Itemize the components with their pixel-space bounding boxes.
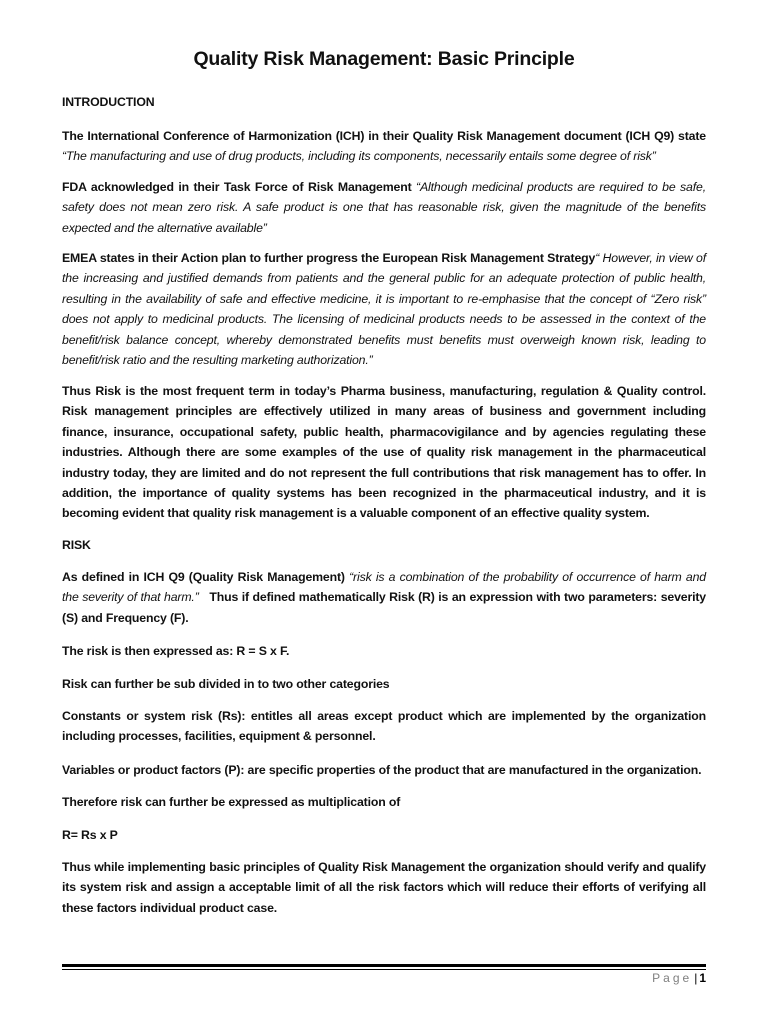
page-label: Page <box>652 971 693 985</box>
footer-rule-thin <box>62 969 706 970</box>
page-separator: | <box>694 971 698 985</box>
paragraph-categories: Risk can further be sub divided in to two other categories <box>62 677 390 691</box>
page-number: 1 <box>699 971 706 985</box>
paragraph-emea: EMEA states in their Action plan to further progress the European Risk Management Strategy“ However, in view of the increasing and justified demands from patients and the general public for an adequate protection of public health, resulting in the availability of safe and effective medicine, it is important to re-emphasise that the concept of “Zero risk” does not apply to medicinal products. The licensing of medicinal products needs to be assessed in the context of the benefit/risk balance concept, whereby demonstrated benefits must benefits must overweigh known risk, leading to benefit/risk ratio and the resulting marketing authorization.” <box>62 251 706 368</box>
paragraph-ich: The International Conference of Harmonization (ICH) in their Quality Risk Management document (ICH Q9) state “The manufacturing and use of drug products, including its components, necessarily entails some degree of risk” <box>62 129 706 164</box>
paragraph-risk-definition: As defined in ICH Q9 (Quality Risk Management) “risk is a combination of the probability of occurrence of harm and the severity of that harm.” Thus if defined mathematically Risk (R) is an expression with two parameters: severity (S) and Frequency (F). <box>62 570 706 625</box>
page-footer <box>652 971 706 985</box>
page-title: Quality Risk Management: Basic Principle <box>193 48 575 70</box>
intro-heading: INTRODUCTION <box>62 95 155 109</box>
paragraph-variables: Variables or product factors (P): are specific properties of the product that are manufactured in the organization. <box>62 763 702 777</box>
paragraph-formula: The risk is then expressed as: R = S x F. <box>62 644 290 658</box>
paragraph-conclusion: Thus while implementing basic principles of Quality Risk Management the organization should verify and qualify its system risk and assign a acceptable limit of all the risk factors which will reduce their efforts of verifying all these factors individual product case. <box>62 860 706 915</box>
paragraph-constants: Constants or system risk (Rs): entitles all areas except product which are implemented by the organization including processes, facilities, equipment & personnel. <box>62 709 706 744</box>
paragraph-multiplication: Therefore risk can further be expressed as multiplication of <box>62 795 401 809</box>
risk-heading: RISK <box>62 538 91 552</box>
paragraph-fda: FDA acknowledged in their Task Force of Risk Management “Although medicinal products are required to be safe, safety does not mean zero risk. A safe product is one that has reasonable risk, given the magnitude of the benefits expected and the alternative available” <box>62 180 706 235</box>
paragraph-final-formula: R= Rs x P <box>62 828 118 842</box>
footer-rule-thick <box>62 964 706 967</box>
document-page <box>62 0 706 1024</box>
paragraph-risk-term: Thus Risk is the most frequent term in today’s Pharma business, manufacturing, regulation & Quality control. Risk management principles are effectively utilized in many areas of business and government including finance, insurance, occupational safety, public health, pharmacovigilance and by agencies regulating these industries. Although there are some examples of the use of quality risk management in the pharmaceutical industry today, they are limited and do not represent the full contributions that risk management has to offer. In addition, the importance of quality systems has been recognized in the pharmaceutical industry, and it is becoming evident that quality risk management is a valuable component of an effective quality system. <box>62 384 706 521</box>
